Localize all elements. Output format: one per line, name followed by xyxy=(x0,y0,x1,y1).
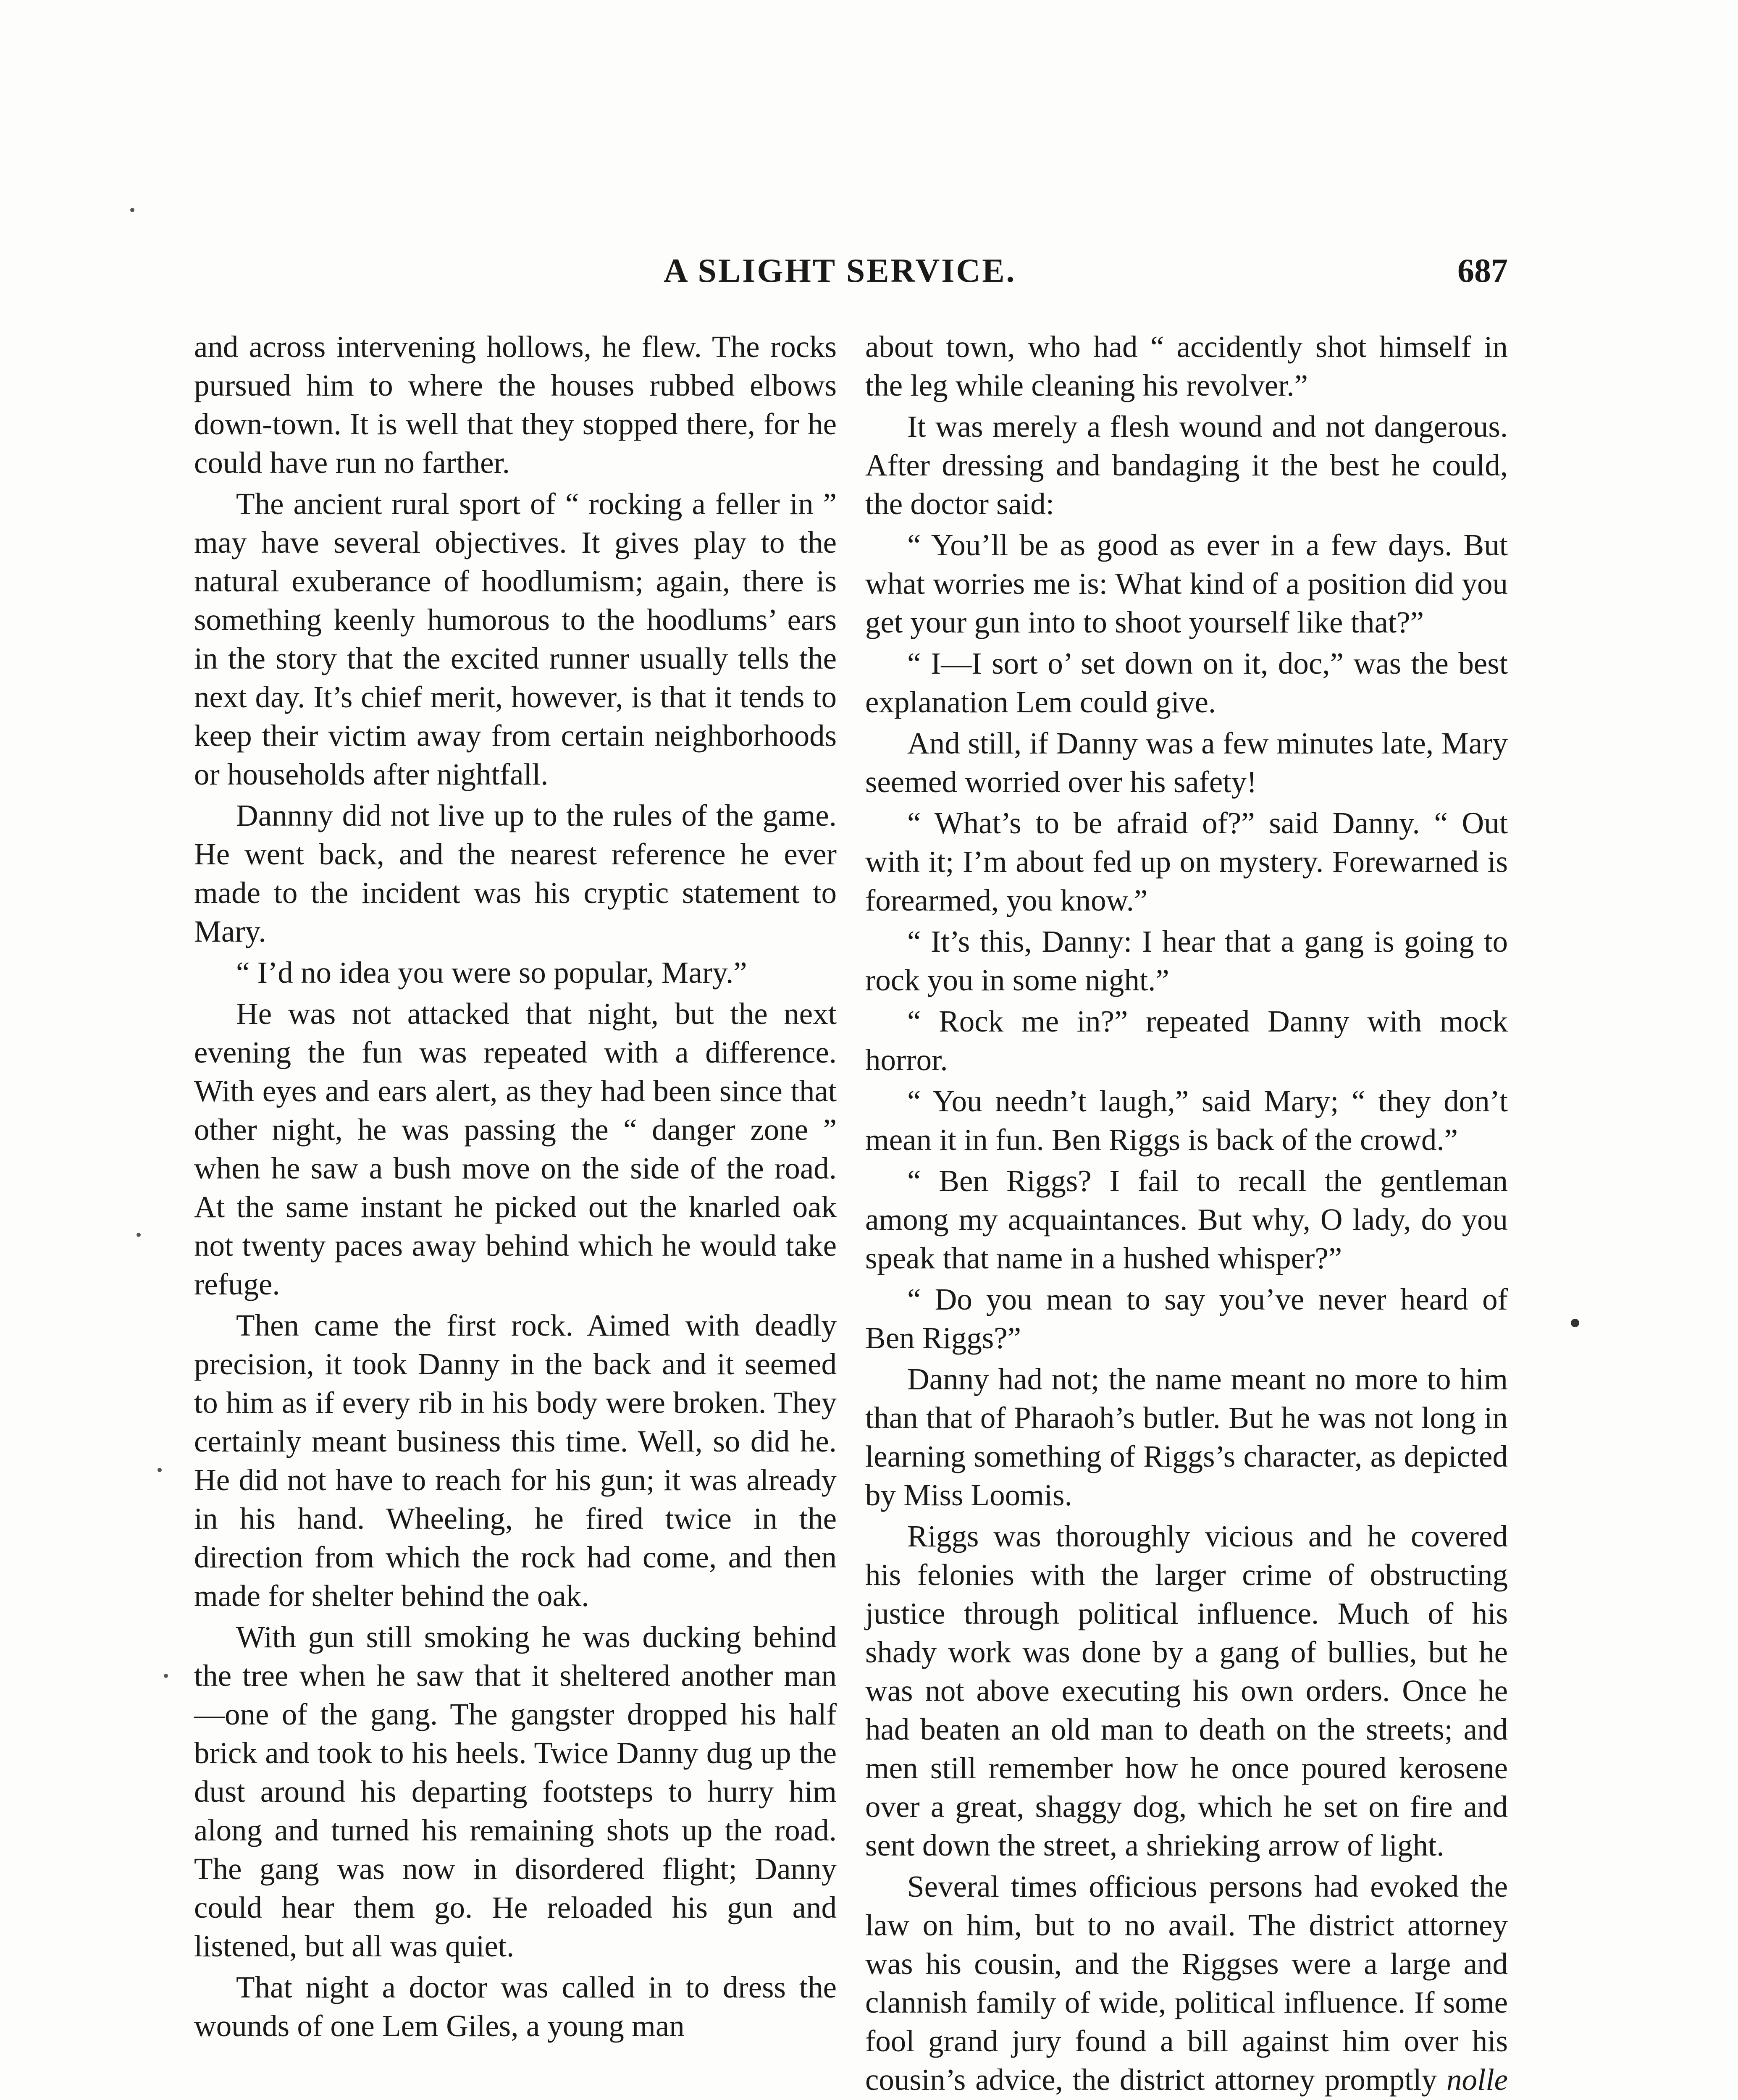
paragraph: With gun still smoking he was ducking behind the tree when he saw that it sheltered another man—one of the gang. The gangster dropped his half brick and took to his heels. Twice Danny dug up the dust around his departing footsteps to hurry him along and turned his remaining shots up the road. The gang was now in disordered flight; Danny could hear them go. He reloaded his gun and listened, but all was quiet. xyxy=(194,1620,837,1963)
paragraph: “ Do you mean to say you’ve never heard of Ben Riggs?” xyxy=(865,1282,1508,1355)
paragraph: “ It’s this, Danny: I hear that a gang is going to rock you in some night.” xyxy=(865,924,1508,997)
paragraph: “ I—I sort o’ set down on it, doc,” was the best explanation Lem could give. xyxy=(865,646,1508,719)
paragraph: “ What’s to be afraid of?” said Danny. “ Out with it; I’m about fed up on mystery. Forewarned is forearmed, you know.” xyxy=(865,806,1508,917)
paragraph: “ Rock me in?” repeated Danny with mock horror. xyxy=(865,1004,1508,1077)
paragraph: and across intervening hollows, he flew. The rocks pursued him to where the houses rubbed elbows down-town. It is well that they stopped there, for he could have run no farther. xyxy=(194,330,837,480)
paragraph: And still, if Danny was a few minutes late, Mary seemed worried over his safety! xyxy=(865,726,1508,799)
speck xyxy=(158,1468,162,1472)
paragraph: That night a doctor was called in to dress the wounds of one Lem Giles, a young man xyxy=(194,1970,837,2043)
paragraph: “ I’d no idea you were so popular, Mary.” xyxy=(236,956,747,990)
running-title: A SLIGHT SERVICE. xyxy=(664,252,1016,289)
page-number: 687 xyxy=(1457,252,1508,289)
speck xyxy=(1571,1319,1579,1327)
paragraph: about town, who had “ accidently shot himself in the leg while cleaning his revolver.” xyxy=(865,330,1508,402)
speck xyxy=(130,208,134,212)
italic-phrase: nolle xyxy=(1447,2063,1508,2097)
paragraph: Riggs was thoroughly vicious and he covered his felonies with the larger crime of obstructing justice through political influence. Much of his shady work was done by a gang of bullies, but he was not above executing his own orders. Once he had beaten an old man to death on the streets; and men still remember how he once poured kerosene over a great, shaggy dog, which he set on fire and sent down the street, a shrieking arrow of light. xyxy=(865,1519,1508,1862)
paragraph: Danny had not; the name meant no more to him than that of Pharaoh’s butler. But he was not long in learning something of Riggs’s character, as depicted by Miss Loomis. xyxy=(865,1362,1508,1512)
text-run: Several times officious persons had evoked the law on him, but to no avail. The district attorney was his cousin, and the Riggses were a large and clannish family of wide, political influence. If some fool grand jury found a bill against him over his cousin’s advice, the district attorney promptly xyxy=(865,1869,1508,2097)
paragraph: It was merely a flesh wound and not dangerous. After dressing and bandaging it the best he could, the doctor said: xyxy=(865,410,1508,521)
paragraph: “ Ben Riggs? I fail to recall the gentleman among my acquaintances. But why, O lady, do you speak that name in a hushed whisper?” xyxy=(865,1164,1508,1275)
paragraph: “ You’ll be as good as ever in a few days. But what worries me is: What kind of a position did you get your gun into to shoot yourself like that?” xyxy=(865,528,1508,639)
speck xyxy=(164,1674,168,1678)
paragraph: “ You needn’t laugh,” said Mary; “ they don’t mean it in fun. Ben Riggs is back of the crowd.” xyxy=(865,1084,1508,1157)
speck xyxy=(137,1233,141,1237)
paragraph: Dannny did not live up to the rules of the game. He went back, and the nearest reference he ever made to the incident was his cryptic statement to Mary. xyxy=(194,798,837,948)
paragraph: Then came the first rock. Aimed with deadly precision, it took Danny in the back and it seemed to him as if every rib in his body were broken. They certainly meant business this time. Well, so did he. He did not have to reach for his gun; it was already in his hand. Wheeling, he fired twice in the direction from which the rock had come, and then made for shelter behind the oak. xyxy=(194,1308,837,1613)
paragraph: He was not attacked that night, but the next evening the fun was repeated with a difference. With eyes and ears alert, as they had been since that other night, he was passing the “ danger zone ” when he saw a bush move on the side of the road. At the same instant he picked out the knarled oak not twenty paces away behind which he would take refuge. xyxy=(194,997,837,1301)
paragraph: The ancient rural sport of “ rocking a feller in ” may have several objectives. It gives play to the natural exuberance of hoodlumism; again, there is something keenly humorous to the hoodlums’ ears in the story that the excited runner usually tells the next day. It’s chief merit, however, is that it tends to keep their victim away from certain neighborhoods or households after nightfall. xyxy=(194,487,837,791)
